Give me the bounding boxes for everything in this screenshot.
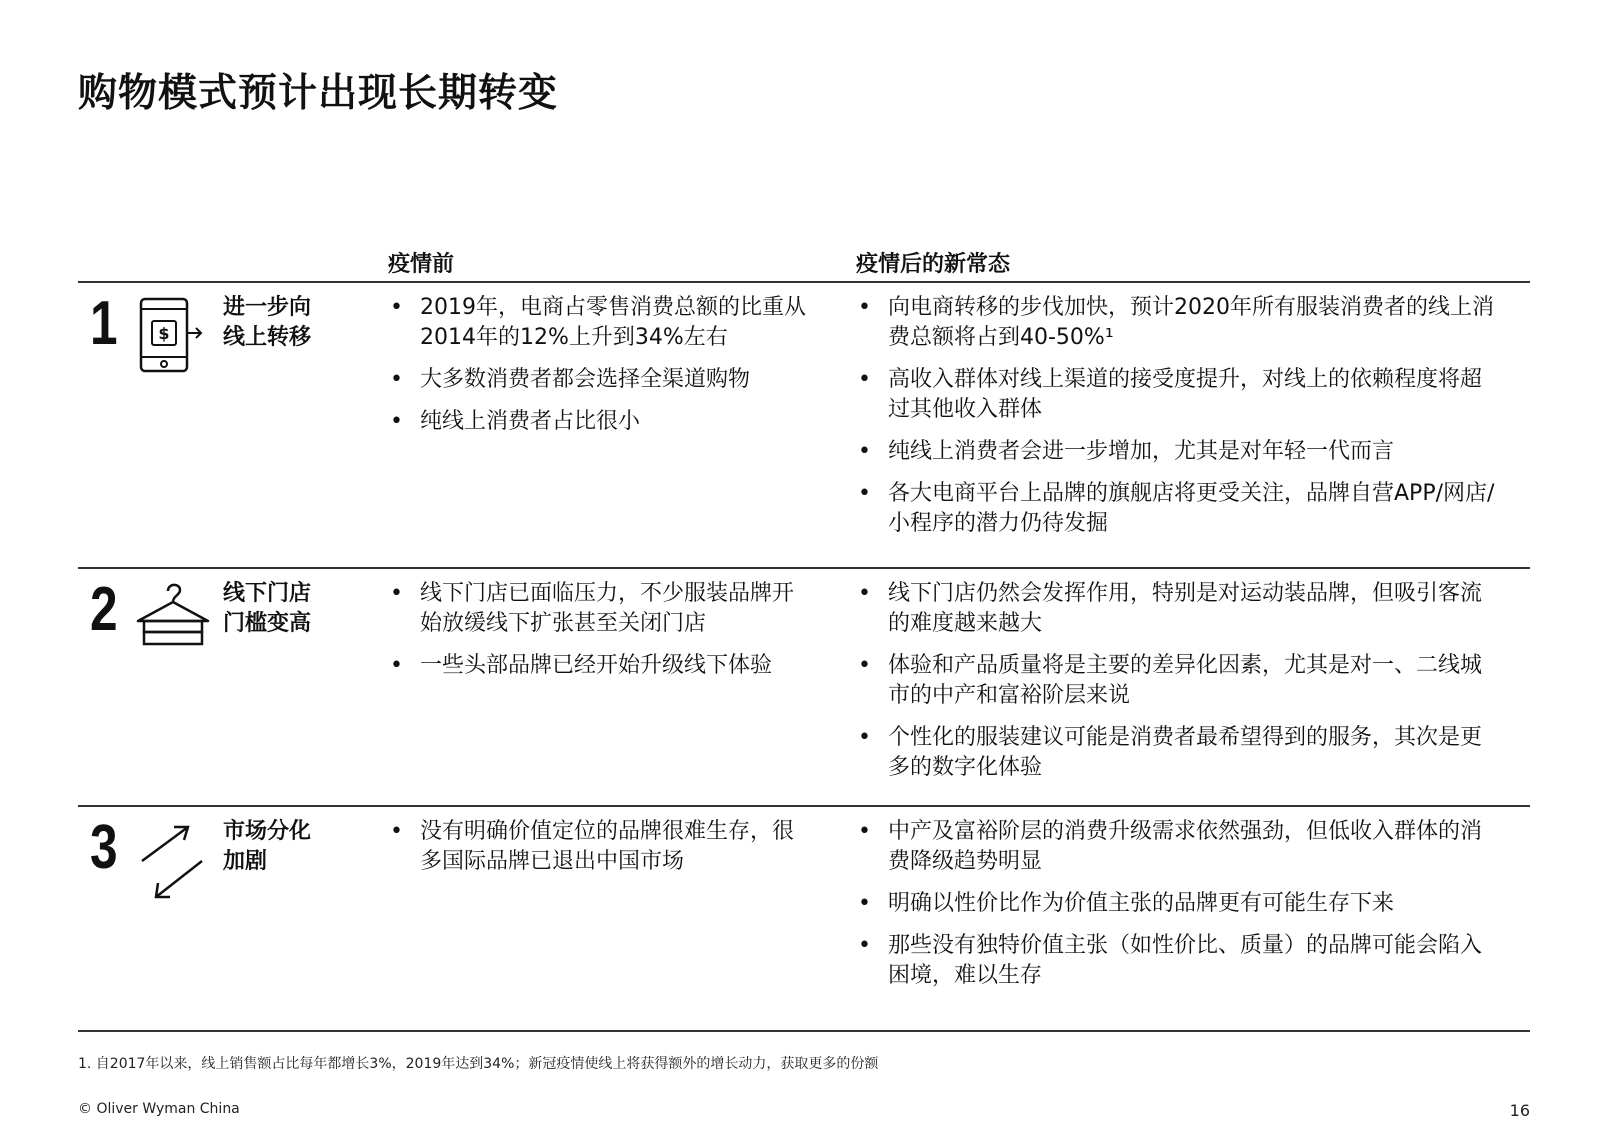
after-list: [856, 293, 1496, 551]
diverging-arrows-icon: [138, 821, 214, 909]
list-item: • 纯线上消费者占比很小: [388, 407, 808, 437]
page-title: 购物模式预计出现长期转变: [78, 71, 559, 116]
list-item: • 没有明确价值定位的品牌很难生存，很多国际品牌已退出中国市场: [388, 817, 808, 877]
before-list: [388, 817, 808, 889]
table-bottom-rule: [78, 1030, 1530, 1032]
row-topic: 进一步向 线上转移: [223, 295, 312, 350]
list-item: • 线下门店已面临压力，不少服装品牌开始放缓线下扩张甚至关闭门店: [388, 579, 808, 639]
after-list: [856, 817, 1496, 1003]
before-list: [388, 293, 808, 449]
table-row: [78, 807, 1530, 1027]
list-item: • 纯线上消费者会进一步增加，尤其是对年轻一代而言: [856, 437, 1496, 467]
column-header-before: 疫情前: [388, 252, 455, 277]
phone-dollar-icon: [138, 297, 206, 379]
row-number: 3: [90, 813, 118, 882]
list-item: • 高收入群体对线上渠道的接受度提升，对线上的依赖程度将超过其他收入群体: [856, 365, 1496, 425]
row-topic: 线下门店 门槛变高: [223, 581, 312, 636]
table-row: [78, 569, 1530, 805]
list-item: • 明确以性价比作为价值主张的品牌更有可能生存下来: [856, 889, 1496, 919]
before-list: [388, 579, 808, 693]
svg-text:$: $: [158, 324, 170, 343]
list-item: • 体验和产品质量将是主要的差异化因素，尤其是对一、二线城市的中产和富裕阶层来说: [856, 651, 1496, 711]
row-number: 1: [90, 289, 118, 358]
table-row: [78, 283, 1530, 565]
after-list: [856, 579, 1496, 795]
footnote: 1. 自2017年以来，线上销售额占比每年都增长3%，2019年达到34%；新冠疫情使线上将获得额外的增长动力，获取更多的份额: [78, 1056, 879, 1072]
list-item: • 大多数消费者都会选择全渠道购物: [388, 365, 808, 395]
list-item: • 那些没有独特价值主张（如性价比、质量）的品牌可能会陷入困境，难以生存: [856, 931, 1496, 991]
row-topic: 市场分化 加剧: [223, 819, 312, 874]
list-item: • 线下门店仍然会发挥作用，特别是对运动装品牌，但吸引客流的难度越来越大: [856, 579, 1496, 639]
copyright: © Oliver Wyman China: [78, 1101, 240, 1117]
row-number: 2: [90, 575, 118, 644]
list-item: • 一些头部品牌已经开始升级线下体验: [388, 651, 808, 681]
page-number: 16: [1509, 1101, 1530, 1120]
list-item: • 个性化的服装建议可能是消费者最希望得到的服务，其次是更多的数字化体验: [856, 723, 1496, 783]
column-header-after: 疫情后的新常态: [856, 252, 1011, 277]
list-item: • 2019年，电商占零售消费总额的比重从2014年的12%上升到34%左右: [388, 293, 808, 353]
list-item: • 向电商转移的步伐加快，预计2020年所有服装消费者的线上消费总额将占到40-50%¹: [856, 293, 1496, 353]
hanger-icon: [134, 577, 210, 653]
list-item: • 各大电商平台上品牌的旗舰店将更受关注，品牌自营APP/网店/小程序的潜力仍待发掘: [856, 479, 1496, 539]
list-item: • 中产及富裕阶层的消费升级需求依然强劲，但低收入群体的消费降级趋势明显: [856, 817, 1496, 877]
